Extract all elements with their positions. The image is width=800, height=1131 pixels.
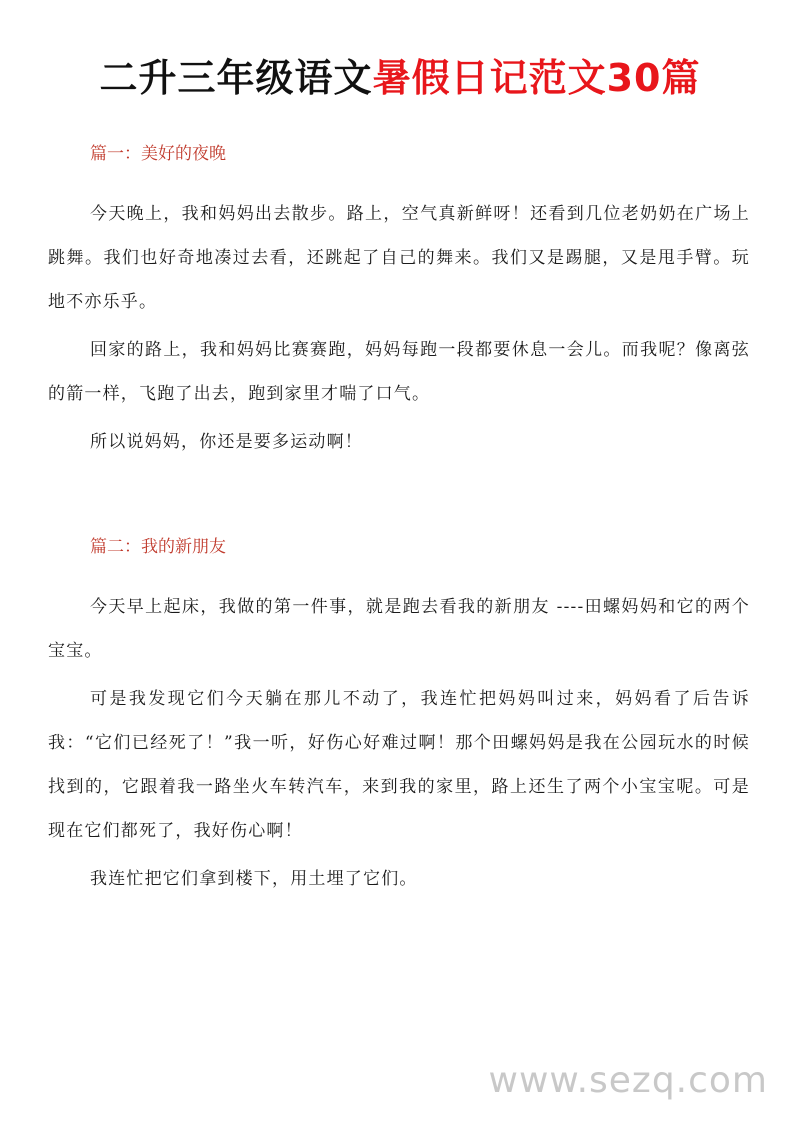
article-paragraph: 回家的路上，我和妈妈比赛赛跑，妈妈每跑一段都要休息一会儿。而我呢？像离弦的箭一样，飞跑了出去，跑到家里才喘了口气。 (48, 340, 750, 404)
article-paragraph: 我连忙把它们拿到楼下，用土埋了它们。 (90, 869, 418, 889)
page-title (0, 52, 800, 104)
article-heading: 篇二：我的新朋友 (90, 537, 226, 557)
article-paragraph: 今天早上起床，我做的第一件事，就是跑去看我的新朋友 ----田螺妈妈和它的两个宝宝。 (48, 597, 750, 661)
article-paragraph: 所以说妈妈，你还是要多运动啊！ (90, 432, 363, 452)
page-title-main: 二升三年级语文 (99, 56, 373, 100)
page-title-highlight: 暑假日记范文30篇 (372, 56, 701, 100)
watermark: www.sezq.com (488, 1060, 768, 1101)
article-2 (48, 533, 750, 905)
article-1 (48, 140, 750, 468)
article-paragraph: 今天晚上，我和妈妈出去散步。路上，空气真新鲜呀！还看到几位老奶奶在广场上跳舞。我们也好奇地凑过去看，还跳起了自己的舞来。我们又是踢腿，又是甩手臂。玩地不亦乐乎。 (48, 204, 750, 312)
article-heading: 篇一：美好的夜晚 (90, 144, 226, 164)
article-paragraph: 可是我发现它们今天躺在那儿不动了，我连忙把妈妈叫过来，妈妈看了后告诉我：“它们已经死了！”我一听，好伤心好难过啊！那个田螺妈妈是我在公园玩水的时候找到的，它跟着我一路坐火车转汽车，来到我的家里，路上还生了两个小宝宝呢。可是现在它们都死了，我好伤心啊！ (48, 689, 750, 841)
